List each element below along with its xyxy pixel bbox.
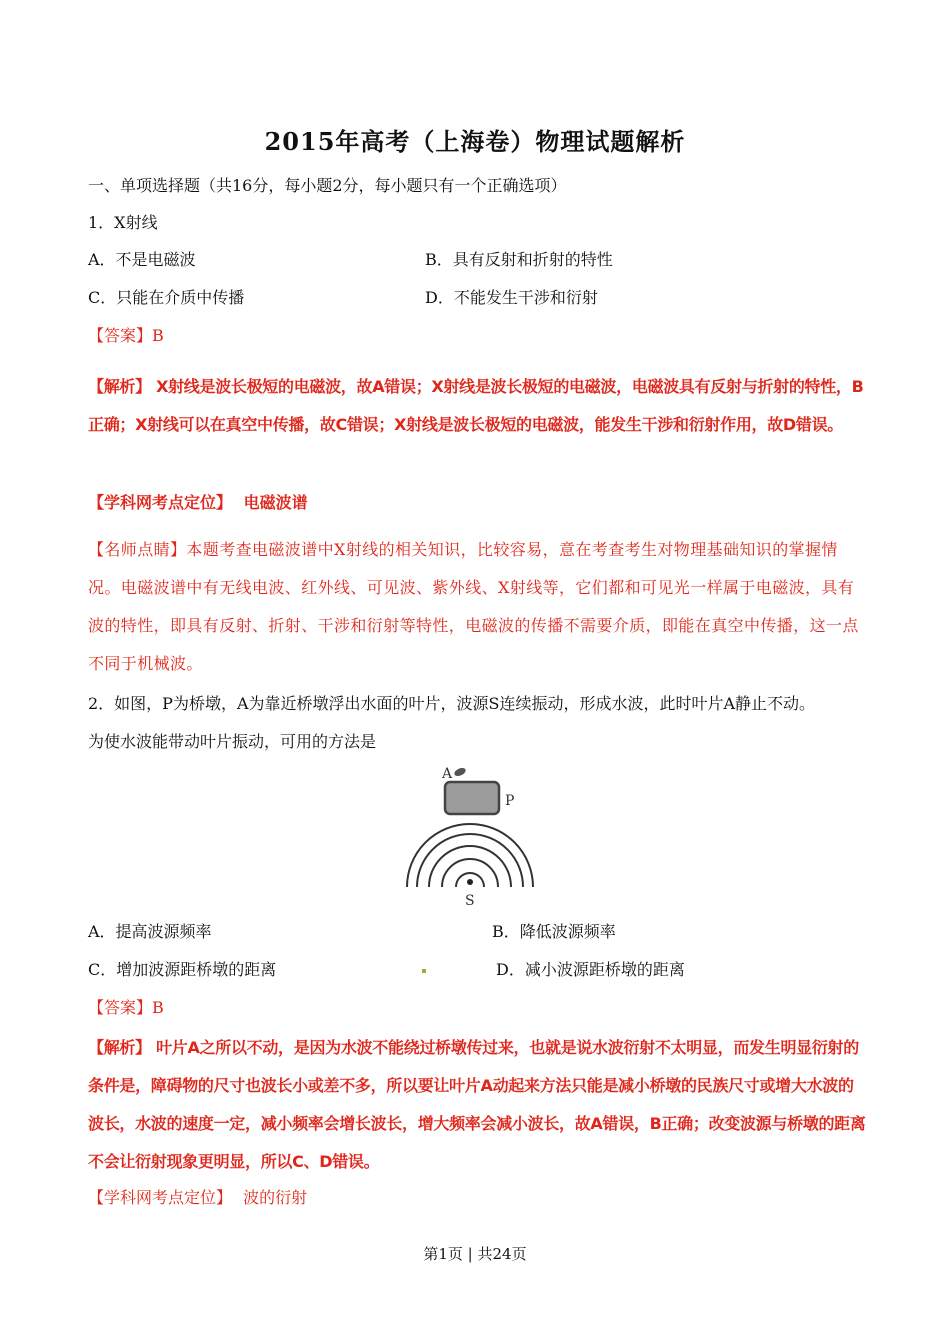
question-2-knowledge-point: [88, 1188, 307, 1208]
bridge-pier-p: [445, 782, 499, 814]
water-waves: [407, 824, 533, 887]
question-1-option-a: A．不是电磁波: [88, 250, 196, 269]
question-2-answer: 【答案】B: [88, 998, 164, 1017]
question-1-knowledge-point: [88, 493, 308, 513]
question-1-option-d: D．不能发生干涉和衍射: [425, 288, 598, 307]
question-2-option-b: B．降低波源频率: [492, 922, 616, 941]
question-2-stem-line-2: 为使水波能带动叶片振动，可用的方法是: [88, 732, 377, 751]
question-2-option-c: C．增加波源距桥墩的距离: [88, 960, 277, 979]
stray-mark: [422, 969, 426, 973]
knowledge-point-value: 电磁波谱: [243, 493, 308, 512]
knowledge-point-label: 【学科网考点定位】: [88, 493, 233, 512]
page-footer: 第1页 | 共24页: [423, 1245, 527, 1263]
page-title: 2015年高考（上海卷）物理试题解析: [264, 127, 686, 156]
label-a: A: [442, 766, 453, 782]
question-2-option-a: A．提高波源频率: [88, 922, 212, 941]
question-1-analysis: 【解析】 X射线是波长极短的电磁波，故A错误；X射线是波长极短的电磁波，电磁波具有反射与折射的特性，B正确；X射线可以在真空中传播，故C错误；X射线是波长极短的电磁波，能发生干涉和衍射作用，故D错误。: [88, 377, 864, 434]
question-2-option-d: D．减小波源距桥墩的距离: [496, 960, 685, 979]
question-2-stem-line-1: 2．如图，P为桥墩，A为靠近桥墩浮出水面的叶片，波源S连续振动，形成水波，此时叶片A静止不动。: [88, 694, 816, 713]
question-1-answer: 【答案】B: [88, 326, 164, 345]
wave-source-s: [467, 879, 473, 885]
leaf-a-icon: [453, 766, 467, 777]
question-1-option-b: B．具有反射和折射的特性: [425, 250, 613, 269]
question-1-option-c: C．只能在介质中传播: [88, 288, 245, 307]
knowledge-point-label: 【学科网考点定位】: [88, 1188, 233, 1207]
wave-diagram: [400, 762, 550, 912]
section-heading: 一、单项选择题（共16分，每小题2分，每小题只有一个正确选项）: [88, 176, 567, 195]
question-2-analysis: 【解析】 叶片A之所以不动，是因为水波不能绕过桥墩传过来，也就是说水波衍射不太明显，而发生明显衍射的条件是，障碍物的尺寸也波长小或差不多，所以要让叶片A动起来方法只能是减小桥墩的民族尺寸或增大水波的波长，水波的速度一定，减小频率会增长波长，增大频率会减小波长，故A错误，B正确；改变波源与桥墩的距离不会让衍射现象更明显，所以C、D错误。: [88, 1038, 866, 1171]
label-s: S: [465, 893, 475, 909]
question-1-tips: 【名师点睛】本题考查电磁波谱中X射线的相关知识，比较容易，意在考查考生对物理基础知识的掌握情况。电磁波谱中有无线电波、红外线、可见波、紫外线、X射线等，它们都和可见光一样属于电磁波，具有波的特性，即具有反射、折射、干涉和衍射等特性，电磁波的传播不需要介质，即能在真空中传播，这一点不同于机械波。: [88, 540, 859, 673]
label-p: P: [505, 793, 515, 809]
question-1-stem: 1．X射线: [88, 213, 158, 232]
knowledge-point-value: 波的衍射: [243, 1188, 308, 1207]
